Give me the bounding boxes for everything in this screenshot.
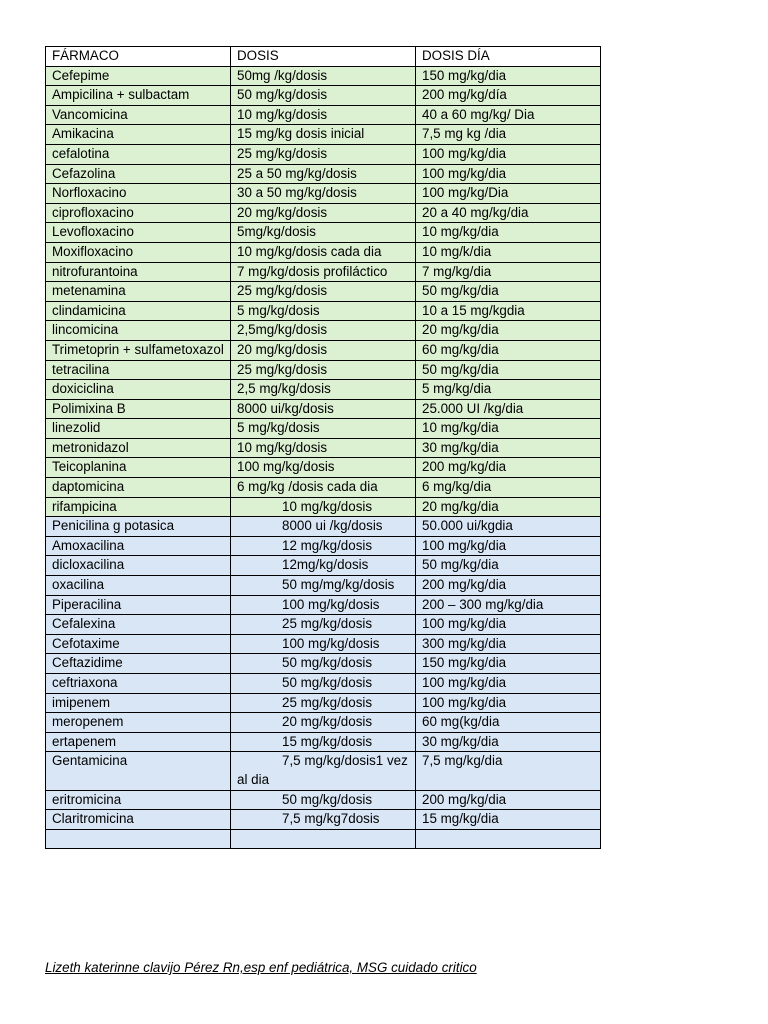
- cell-daily-dose: 200 mg/kg/dia: [416, 576, 601, 596]
- cell-daily-dose: 10 mg/k/dia: [416, 242, 601, 262]
- cell-daily-dose: 7 mg/kg/dia: [416, 262, 601, 282]
- table-row: [46, 576, 601, 596]
- table-row: [46, 829, 601, 849]
- cell-drug: Ceftazidime: [46, 654, 231, 674]
- cell-daily-dose: 50.000 ui/kgdia: [416, 517, 601, 537]
- cell-drug: linezolid: [46, 419, 231, 439]
- cell-daily-dose: 300 mg/kg/dia: [416, 634, 601, 654]
- cell-dose: 50 mg/kg/dosis: [231, 86, 416, 106]
- cell-dose: 50 mg/kg/dosis: [231, 654, 416, 674]
- cell-daily-dose: 50 mg/kg/dia: [416, 360, 601, 380]
- cell-drug: Piperacilina: [46, 595, 231, 615]
- cell-dose: 100 mg/kg/dosis: [231, 595, 416, 615]
- table-header-row: [46, 47, 601, 67]
- cell-dose: [231, 829, 416, 849]
- cell-dose: 5mg/kg/dosis: [231, 223, 416, 243]
- cell-dose: 25 mg/kg/dosis: [231, 693, 416, 713]
- cell-daily-dose: 100 mg/kg/dia: [416, 674, 601, 694]
- cell-drug: Cefepime: [46, 66, 231, 86]
- cell-dose: 25 mg/kg/dosis: [231, 144, 416, 164]
- table-row: [46, 203, 601, 223]
- cell-daily-dose: 100 mg/kg/dia: [416, 536, 601, 556]
- cell-daily-dose: 7,5 mg kg /dia: [416, 125, 601, 145]
- cell-daily-dose: 15 mg/kg/dia: [416, 810, 601, 830]
- cell-drug: meropenem: [46, 713, 231, 733]
- table-row: [46, 732, 601, 752]
- cell-drug: ceftriaxona: [46, 674, 231, 694]
- cell-drug: Ampicilina + sulbactam: [46, 86, 231, 106]
- cell-dose: 7 mg/kg/dosis profiláctico: [231, 262, 416, 282]
- cell-daily-dose: 10 mg/kg/dia: [416, 223, 601, 243]
- table-row: [46, 556, 601, 576]
- cell-daily-dose: 200 mg/kg/día: [416, 86, 601, 106]
- cell-dose: 50 mg/mg/kg/dosis: [231, 576, 416, 596]
- table-body: [46, 66, 601, 849]
- table-row: [46, 282, 601, 302]
- cell-daily-dose: 100 mg/kg/dia: [416, 144, 601, 164]
- cell-dose: 10 mg/kg/dosis: [231, 105, 416, 125]
- cell-drug: Gentamicina: [46, 752, 231, 790]
- table-row: [46, 790, 601, 810]
- cell-drug: ertapenem: [46, 732, 231, 752]
- table-row: [46, 105, 601, 125]
- cell-drug: clindamicina: [46, 301, 231, 321]
- cell-dose: 25 a 50 mg/kg/dosis: [231, 164, 416, 184]
- cell-daily-dose: 150 mg/kg/dia: [416, 654, 601, 674]
- cell-dose: 25 mg/kg/dosis: [231, 615, 416, 635]
- cell-drug: lincomicina: [46, 321, 231, 341]
- cell-daily-dose: 20 a 40 mg/kg/dia: [416, 203, 601, 223]
- table-row: [46, 301, 601, 321]
- cell-drug: eritromicina: [46, 790, 231, 810]
- dosage-table: [45, 46, 601, 849]
- cell-dose: 8000 ui/kg/dosis: [231, 399, 416, 419]
- table-row: [46, 66, 601, 86]
- cell-drug: Teicoplanina: [46, 458, 231, 478]
- cell-drug: Cefalexina: [46, 615, 231, 635]
- table-row: [46, 536, 601, 556]
- cell-daily-dose: 50 mg/kg/dia: [416, 556, 601, 576]
- cell-daily-dose: 5 mg/kg/dia: [416, 380, 601, 400]
- cell-dose: 25 mg/kg/dosis: [231, 360, 416, 380]
- cell-dose: 100 mg/kg/dosis: [231, 458, 416, 478]
- author-credit: Lizeth katerinne clavijo Pérez Rn,esp enf pediátrica, MSG cuidado critico: [45, 960, 477, 975]
- cell-dose: 7,5 mg/kg/dosis1 vez al dia: [231, 752, 416, 790]
- cell-dose: 5 mg/kg/dosis: [231, 301, 416, 321]
- cell-drug: Polimixina B: [46, 399, 231, 419]
- cell-dose: 100 mg/kg/dosis: [231, 634, 416, 654]
- table-row: [46, 438, 601, 458]
- table-row: [46, 184, 601, 204]
- cell-daily-dose: 20 mg/kg/dia: [416, 321, 601, 341]
- cell-drug: nitrofurantoina: [46, 262, 231, 282]
- cell-drug: cefalotina: [46, 144, 231, 164]
- cell-drug: Vancomicina: [46, 105, 231, 125]
- cell-daily-dose: 200 mg/kg/dia: [416, 458, 601, 478]
- header-daily-dose: DOSIS DÍA: [416, 47, 601, 67]
- cell-dose: 6 mg/kg /dosis cada dia: [231, 478, 416, 498]
- cell-drug: metronidazol: [46, 438, 231, 458]
- cell-drug: Cefotaxime: [46, 634, 231, 654]
- table-row: [46, 419, 601, 439]
- cell-dose: 50 mg/kg/dosis: [231, 674, 416, 694]
- table-row: [46, 86, 601, 106]
- table-row: [46, 380, 601, 400]
- cell-dose: 15 mg/kg dosis inicial: [231, 125, 416, 145]
- cell-daily-dose: 10 a 15 mg/kgdia: [416, 301, 601, 321]
- table-row: [46, 321, 601, 341]
- table-row: [46, 360, 601, 380]
- table-row: [46, 497, 601, 517]
- table-row: [46, 125, 601, 145]
- cell-daily-dose: 60 mg(kg/dia: [416, 713, 601, 733]
- cell-drug: Norfloxacino: [46, 184, 231, 204]
- cell-dose: 8000 ui /kg/dosis: [231, 517, 416, 537]
- cell-daily-dose: 6 mg/kg/dia: [416, 478, 601, 498]
- cell-dose: 20 mg/kg/dosis: [231, 340, 416, 360]
- cell-daily-dose: 60 mg/kg/dia: [416, 340, 601, 360]
- cell-drug: Amikacina: [46, 125, 231, 145]
- table-row: [46, 242, 601, 262]
- table-row: [46, 478, 601, 498]
- table-row: [46, 693, 601, 713]
- cell-daily-dose: 100 mg/kg/dia: [416, 164, 601, 184]
- cell-drug: doxiciclina: [46, 380, 231, 400]
- cell-daily-dose: 100 mg/kg/dia: [416, 693, 601, 713]
- cell-drug: Trimetoprin + sulfametoxazol: [46, 340, 231, 360]
- cell-daily-dose: 20 mg/kg/dia: [416, 497, 601, 517]
- cell-dose: 10 mg/kg/dosis: [231, 438, 416, 458]
- table-row: [46, 223, 601, 243]
- table-row: [46, 144, 601, 164]
- cell-daily-dose: [416, 829, 601, 849]
- cell-drug: imipenem: [46, 693, 231, 713]
- cell-dose: 50mg /kg/dosis: [231, 66, 416, 86]
- table-row: [46, 164, 601, 184]
- cell-dose: 20 mg/kg/dosis: [231, 713, 416, 733]
- cell-dose: 2,5mg/kg/dosis: [231, 321, 416, 341]
- table-row: [46, 752, 601, 790]
- cell-daily-dose: 200 mg/kg/dia: [416, 790, 601, 810]
- cell-daily-dose: 200 – 300 mg/kg/dia: [416, 595, 601, 615]
- cell-drug: [46, 829, 231, 849]
- cell-drug: Cefazolina: [46, 164, 231, 184]
- cell-daily-dose: 30 mg/kg/dia: [416, 732, 601, 752]
- cell-dose: 2,5 mg/kg/dosis: [231, 380, 416, 400]
- cell-dose: 20 mg/kg/dosis: [231, 203, 416, 223]
- cell-drug: Moxifloxacino: [46, 242, 231, 262]
- table-row: [46, 810, 601, 830]
- table-row: [46, 634, 601, 654]
- table-row: [46, 517, 601, 537]
- cell-drug: daptomicina: [46, 478, 231, 498]
- cell-drug: rifampicina: [46, 497, 231, 517]
- cell-dose: 12mg/kg/dosis: [231, 556, 416, 576]
- cell-daily-dose: 25.000 UI /kg/dia: [416, 399, 601, 419]
- cell-daily-dose: 50 mg/kg/dia: [416, 282, 601, 302]
- cell-drug: Levofloxacino: [46, 223, 231, 243]
- table-row: [46, 458, 601, 478]
- cell-daily-dose: 30 mg/kg/dia: [416, 438, 601, 458]
- cell-drug: metenamina: [46, 282, 231, 302]
- table-row: [46, 615, 601, 635]
- cell-dose: 10 mg/kg/dosis: [231, 497, 416, 517]
- header-drug: FÁRMACO: [46, 47, 231, 67]
- cell-dose: 7,5 mg/kg7dosis: [231, 810, 416, 830]
- cell-dose: 25 mg/kg/dosis: [231, 282, 416, 302]
- table-row: [46, 713, 601, 733]
- table-row: [46, 340, 601, 360]
- cell-dose: 15 mg/kg/dosis: [231, 732, 416, 752]
- cell-dose: 30 a 50 mg/kg/dosis: [231, 184, 416, 204]
- table-row: [46, 654, 601, 674]
- cell-daily-dose: 10 mg/kg/dia: [416, 419, 601, 439]
- cell-daily-dose: 100 mg/kg/Dia: [416, 184, 601, 204]
- cell-drug: dicloxacilina: [46, 556, 231, 576]
- cell-drug: Amoxacilina: [46, 536, 231, 556]
- cell-daily-dose: 7,5 mg/kg/dia: [416, 752, 601, 790]
- table-row: [46, 262, 601, 282]
- cell-dose: 10 mg/kg/dosis cada dia: [231, 242, 416, 262]
- cell-drug: Penicilina g potasica: [46, 517, 231, 537]
- cell-dose: 12 mg/kg/dosis: [231, 536, 416, 556]
- table-row: [46, 674, 601, 694]
- cell-drug: Claritromicina: [46, 810, 231, 830]
- cell-dose: 5 mg/kg/dosis: [231, 419, 416, 439]
- cell-dose: 50 mg/kg/dosis: [231, 790, 416, 810]
- header-dose: DOSIS: [231, 47, 416, 67]
- cell-drug: ciprofloxacino: [46, 203, 231, 223]
- table-row: [46, 399, 601, 419]
- cell-daily-dose: 40 a 60 mg/kg/ Dia: [416, 105, 601, 125]
- table-row: [46, 595, 601, 615]
- cell-drug: tetracilina: [46, 360, 231, 380]
- cell-drug: oxacilina: [46, 576, 231, 596]
- cell-daily-dose: 150 mg/kg/dia: [416, 66, 601, 86]
- cell-daily-dose: 100 mg/kg/dia: [416, 615, 601, 635]
